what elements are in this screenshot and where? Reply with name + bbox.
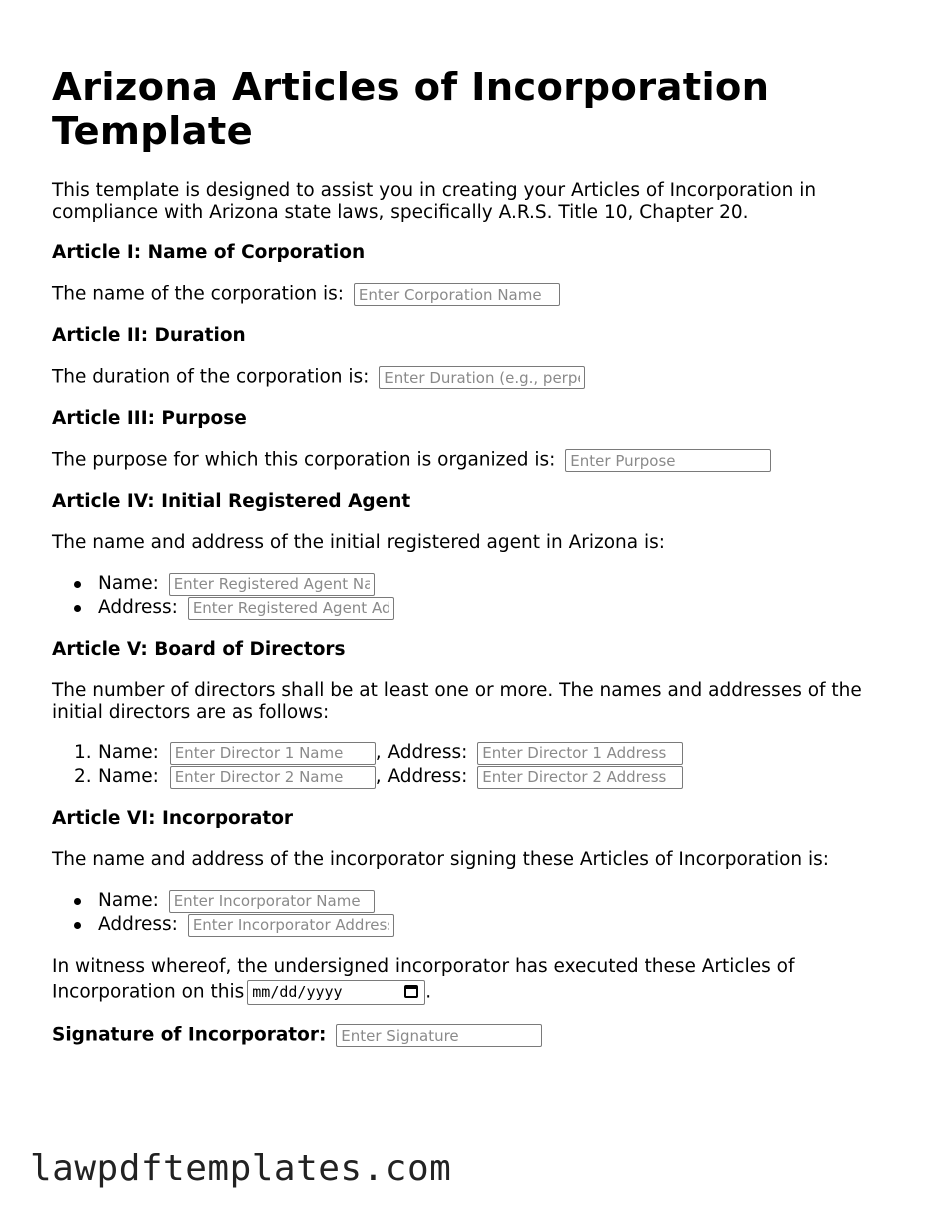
signature-line <box>52 1024 542 1047</box>
article-3-line <box>52 449 771 472</box>
witness-text: Incorporation on this <box>52 981 245 1003</box>
director-2-name-input[interactable] <box>170 766 376 789</box>
witness-line-2 <box>52 980 431 1005</box>
incorporator-name-input[interactable] <box>169 890 375 913</box>
list-number: 2. <box>74 766 92 787</box>
bullet-dot <box>74 922 81 929</box>
calendar-icon[interactable] <box>404 985 418 998</box>
incorporator-name-label: Name: <box>98 890 159 911</box>
article-3-text: The purpose for which this corporation is organized is: <box>52 449 556 471</box>
director-address-label: , Address: <box>375 766 468 787</box>
article-5-heading: Article V: Board of Directors <box>52 639 346 660</box>
article-1-text: The name of the corporation is: <box>52 283 345 305</box>
registered-agent-name-input[interactable] <box>169 573 375 596</box>
article-6-text: The name and address of the incorporator signing these Articles of Incorporation is: <box>52 849 830 870</box>
agent-name-label: Name: <box>98 573 159 594</box>
signature-label: Signature of Incorporator: <box>52 1024 327 1046</box>
article-6-heading: Article VI: Incorporator <box>52 808 294 829</box>
bullet-dot <box>74 605 81 612</box>
witness-end: . <box>425 981 432 1003</box>
article-5-text: The number of directors shall be at least one or more. The names and addresses of the initial directors are as follows: <box>52 680 862 723</box>
director-name-label: Name: <box>98 742 159 763</box>
incorporator-address-input[interactable] <box>188 914 394 937</box>
purpose-input[interactable] <box>565 449 771 472</box>
list-number: 1. <box>74 742 92 763</box>
article-3-heading: Article III: Purpose <box>52 408 247 429</box>
registered-agent-address-input[interactable] <box>188 597 394 620</box>
article-1-line <box>52 283 560 306</box>
article-4-text: The name and address of the initial registered agent in Arizona is: <box>52 532 665 553</box>
article-2-heading: Article II: Duration <box>52 325 246 346</box>
agent-address-label: Address: <box>98 597 178 618</box>
corporation-name-input[interactable] <box>354 283 560 306</box>
article-2-text: The duration of the corporation is: <box>52 366 370 388</box>
bullet-dot <box>74 898 81 905</box>
date-placeholder: mm/dd/yyyy <box>252 983 343 1001</box>
director-1-address-input[interactable] <box>477 742 683 765</box>
article-1-heading: Article I: Name of Corporation <box>52 242 366 263</box>
director-name-label: Name: <box>98 766 159 787</box>
signature-input[interactable] <box>336 1024 542 1047</box>
duration-input[interactable] <box>379 366 585 389</box>
director-2-address-input[interactable] <box>477 766 683 789</box>
watermark: lawpdftemplates.com <box>30 1148 452 1189</box>
article-4-heading: Article IV: Initial Registered Agent <box>52 491 411 512</box>
witness-line-1: In witness whereof, the undersigned incorporator has executed these Articles of <box>52 956 795 977</box>
bullet-dot <box>74 581 81 588</box>
page-title: Arizona Articles of Incorporation Template <box>52 65 770 154</box>
article-2-line <box>52 366 585 389</box>
intro-paragraph: This template is designed to assist you in creating your Articles of Incorporation in compliance with Arizona state laws, specifically A.R.S. Title 10, Chapter 20. <box>52 180 817 223</box>
director-address-label: , Address: <box>375 742 468 763</box>
date-input[interactable] <box>247 980 425 1005</box>
director-1-name-input[interactable] <box>170 742 376 765</box>
incorporator-address-label: Address: <box>98 914 178 935</box>
